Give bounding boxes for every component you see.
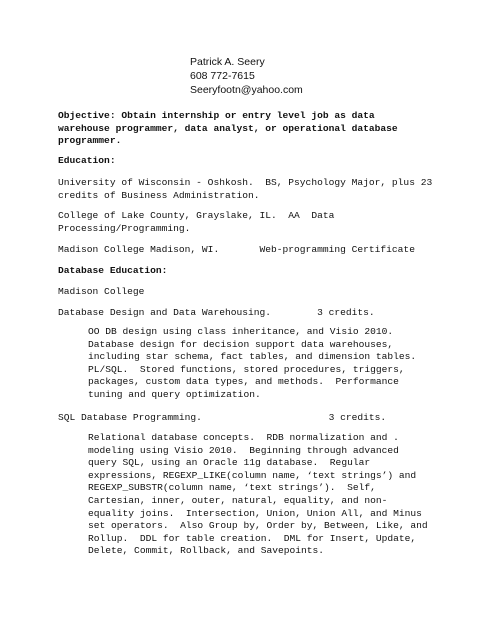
school-name: Madison College xyxy=(58,286,145,297)
education-item: Madison College Madison, WI. Web-programming Certificate xyxy=(58,244,415,255)
education-item: University of Wisconsin - Oshkosh. BS, Psychology Major, plus 23 credits of Business Administration. xyxy=(58,177,433,201)
course-title: Database Design and Data Warehousing. 3 credits. xyxy=(58,307,375,318)
database-education-heading: Database Education: xyxy=(58,265,168,276)
course-description: Relational database concepts. RDB normalization and . modeling using Visio 2010. Beginning through advanced query SQL, using an Oracle 11g database. Regular expressions, REGEXP_LIKE(column name, ‘text strings’) and REGEXP_SUBSTR(column name, ‘text strings’). Self, Cartesian, inner, outer, natural, equality, and non- equality joins. Intersection, Union, Union All, and Minus set operators. Also Group by, Order by, Between, Like, and Rollup. DDL for table creation. DML for Insert, Update, Delete, Commit, Rollback, and Savepoints. xyxy=(88,432,428,557)
education-heading: Education: xyxy=(58,155,116,166)
course-title: SQL Database Programming. 3 credits. xyxy=(58,412,387,423)
contact-email: Seeryfootn@yahoo.com xyxy=(190,84,303,96)
contact-name: Patrick A. Seery xyxy=(190,56,265,68)
objective-text: Objective: Obtain internship or entry level job as data warehouse programmer, data analyst, or operational database programmer. xyxy=(58,110,398,147)
course-description: OO DB design using class inheritance, and Visio 2010. Database design for decision support data warehouses, including star schema, fact tables, and dimension tables. PL/SQL. Stored functions, stored procedures, triggers, packages, custom data types, and methods. Performance tuning and query optimization. xyxy=(88,326,417,400)
education-item: College of Lake County, Grayslake, IL. AA Data Processing/Programming. xyxy=(58,210,335,234)
contact-phone: 608 772-7615 xyxy=(190,70,255,82)
contact-block xyxy=(190,55,303,97)
